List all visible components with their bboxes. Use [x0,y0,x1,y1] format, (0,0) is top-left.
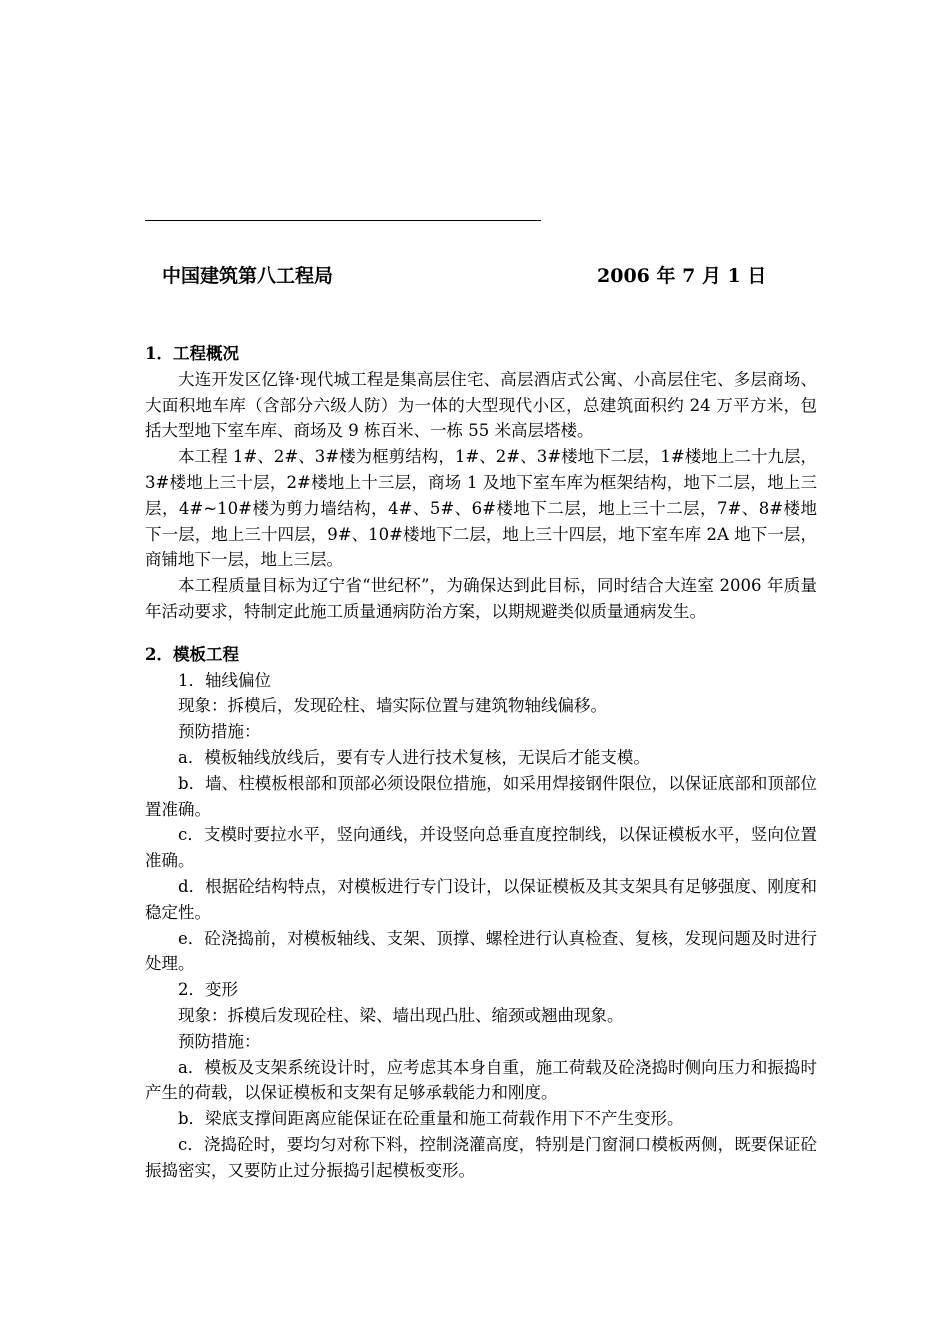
subsection-heading: 2．变形 [178,980,238,1000]
list-item: c．支模时要拉水平，竖向通线，并设竖向总垂直度控制线，以保证模板水平，竖向位置准确。 [145,825,817,871]
paragraph: 预防措施： [178,1031,261,1051]
section-heading: 2．模板工程 [145,644,239,664]
document-date: 2006 年 7 月 1 日 [597,265,767,287]
paragraph: 本工程 1#、2#、3#楼为框剪结构，1#、2#、3#楼地下二层，1#楼地上二十九层，3#楼地上三十层，2#楼地上十三层，商场 1 及地下室车库为框架结构，地下二层，地上三层，4#~10#楼为剪力墙结构，4#、5#、6#楼地下二层，地上三十二层，7#、8#楼地下一层，地上三十四层，9#、10#楼地下二层，地上三十四层，地下室车库 2A 地下一层，商铺地下一层，地上三层。 [145,447,817,570]
list-item: d．根据砼结构特点，对模板进行专门设计，以保证模板及其支架具有足够强度、刚度和稳定性。 [145,876,817,922]
list-item: a．模板及支架系统设计时，应考虑其本身自重，施工荷载及砼浇捣时侧向压力和振捣时产生的荷载，以保证模板和支架有足够承载能力和刚度。 [145,1057,817,1103]
list-item: b．梁底支撑间距离应能保证在砼重量和施工荷载作用下不产生变形。 [178,1109,684,1129]
paragraph: 现象：拆模后，发现砼柱、墙实际位置与建筑物轴线偏移。 [178,696,607,716]
list-item: e．砼浇捣前，对模板轴线、支架、顶撑、螺栓进行认真检查、复核，发现问题及时进行处理。 [145,928,817,974]
section-heading: 1．工程概况 [145,344,239,363]
paragraph: 现象：拆模后发现砼柱、梁、墙出现凸肚、缩颈或翘曲现象。 [178,1005,624,1025]
cover-divider-line [145,220,541,221]
paragraph: 预防措施： [178,722,261,742]
paragraph: 大连开发区亿锋·现代城工程是集高层住宅、高层酒店式公寓、小高层住宅、多层商场、大面积地车库（含部分六级人防）为一体的大型现代小区，总建筑面积约 24 万平方米，包括大型地下室车库、商场及 9 栋百米、一栋 55 米高层塔楼。 [145,369,817,441]
document-body [145,341,817,1184]
list-item: b．墙、柱模板根部和顶部必须设限位措施，如采用焊接钢件限位，以保证底部和顶部位置准确。 [145,773,817,819]
subsection-heading: 1．轴线偏位 [178,670,271,690]
list-item: a．模板轴线放线后，要有专人进行技术复核，无误后才能支模。 [178,747,650,767]
organization-name: 中国建筑第八工程局 [162,265,334,287]
list-item: c．浇捣砼时，要均匀对称下料，控制浇灌高度，特别是门窗洞口模板两侧，既要保证砼振捣密实，又要防止过分振捣引起模板变形。 [145,1134,817,1180]
paragraph: 本工程质量目标为辽宁省“世纪杯”，为确保达到此目标，同时结合大连室 2006 年质量年活动要求，特制定此施工质量通病防治方案，以期规避类似质量通病发生。 [145,576,817,621]
